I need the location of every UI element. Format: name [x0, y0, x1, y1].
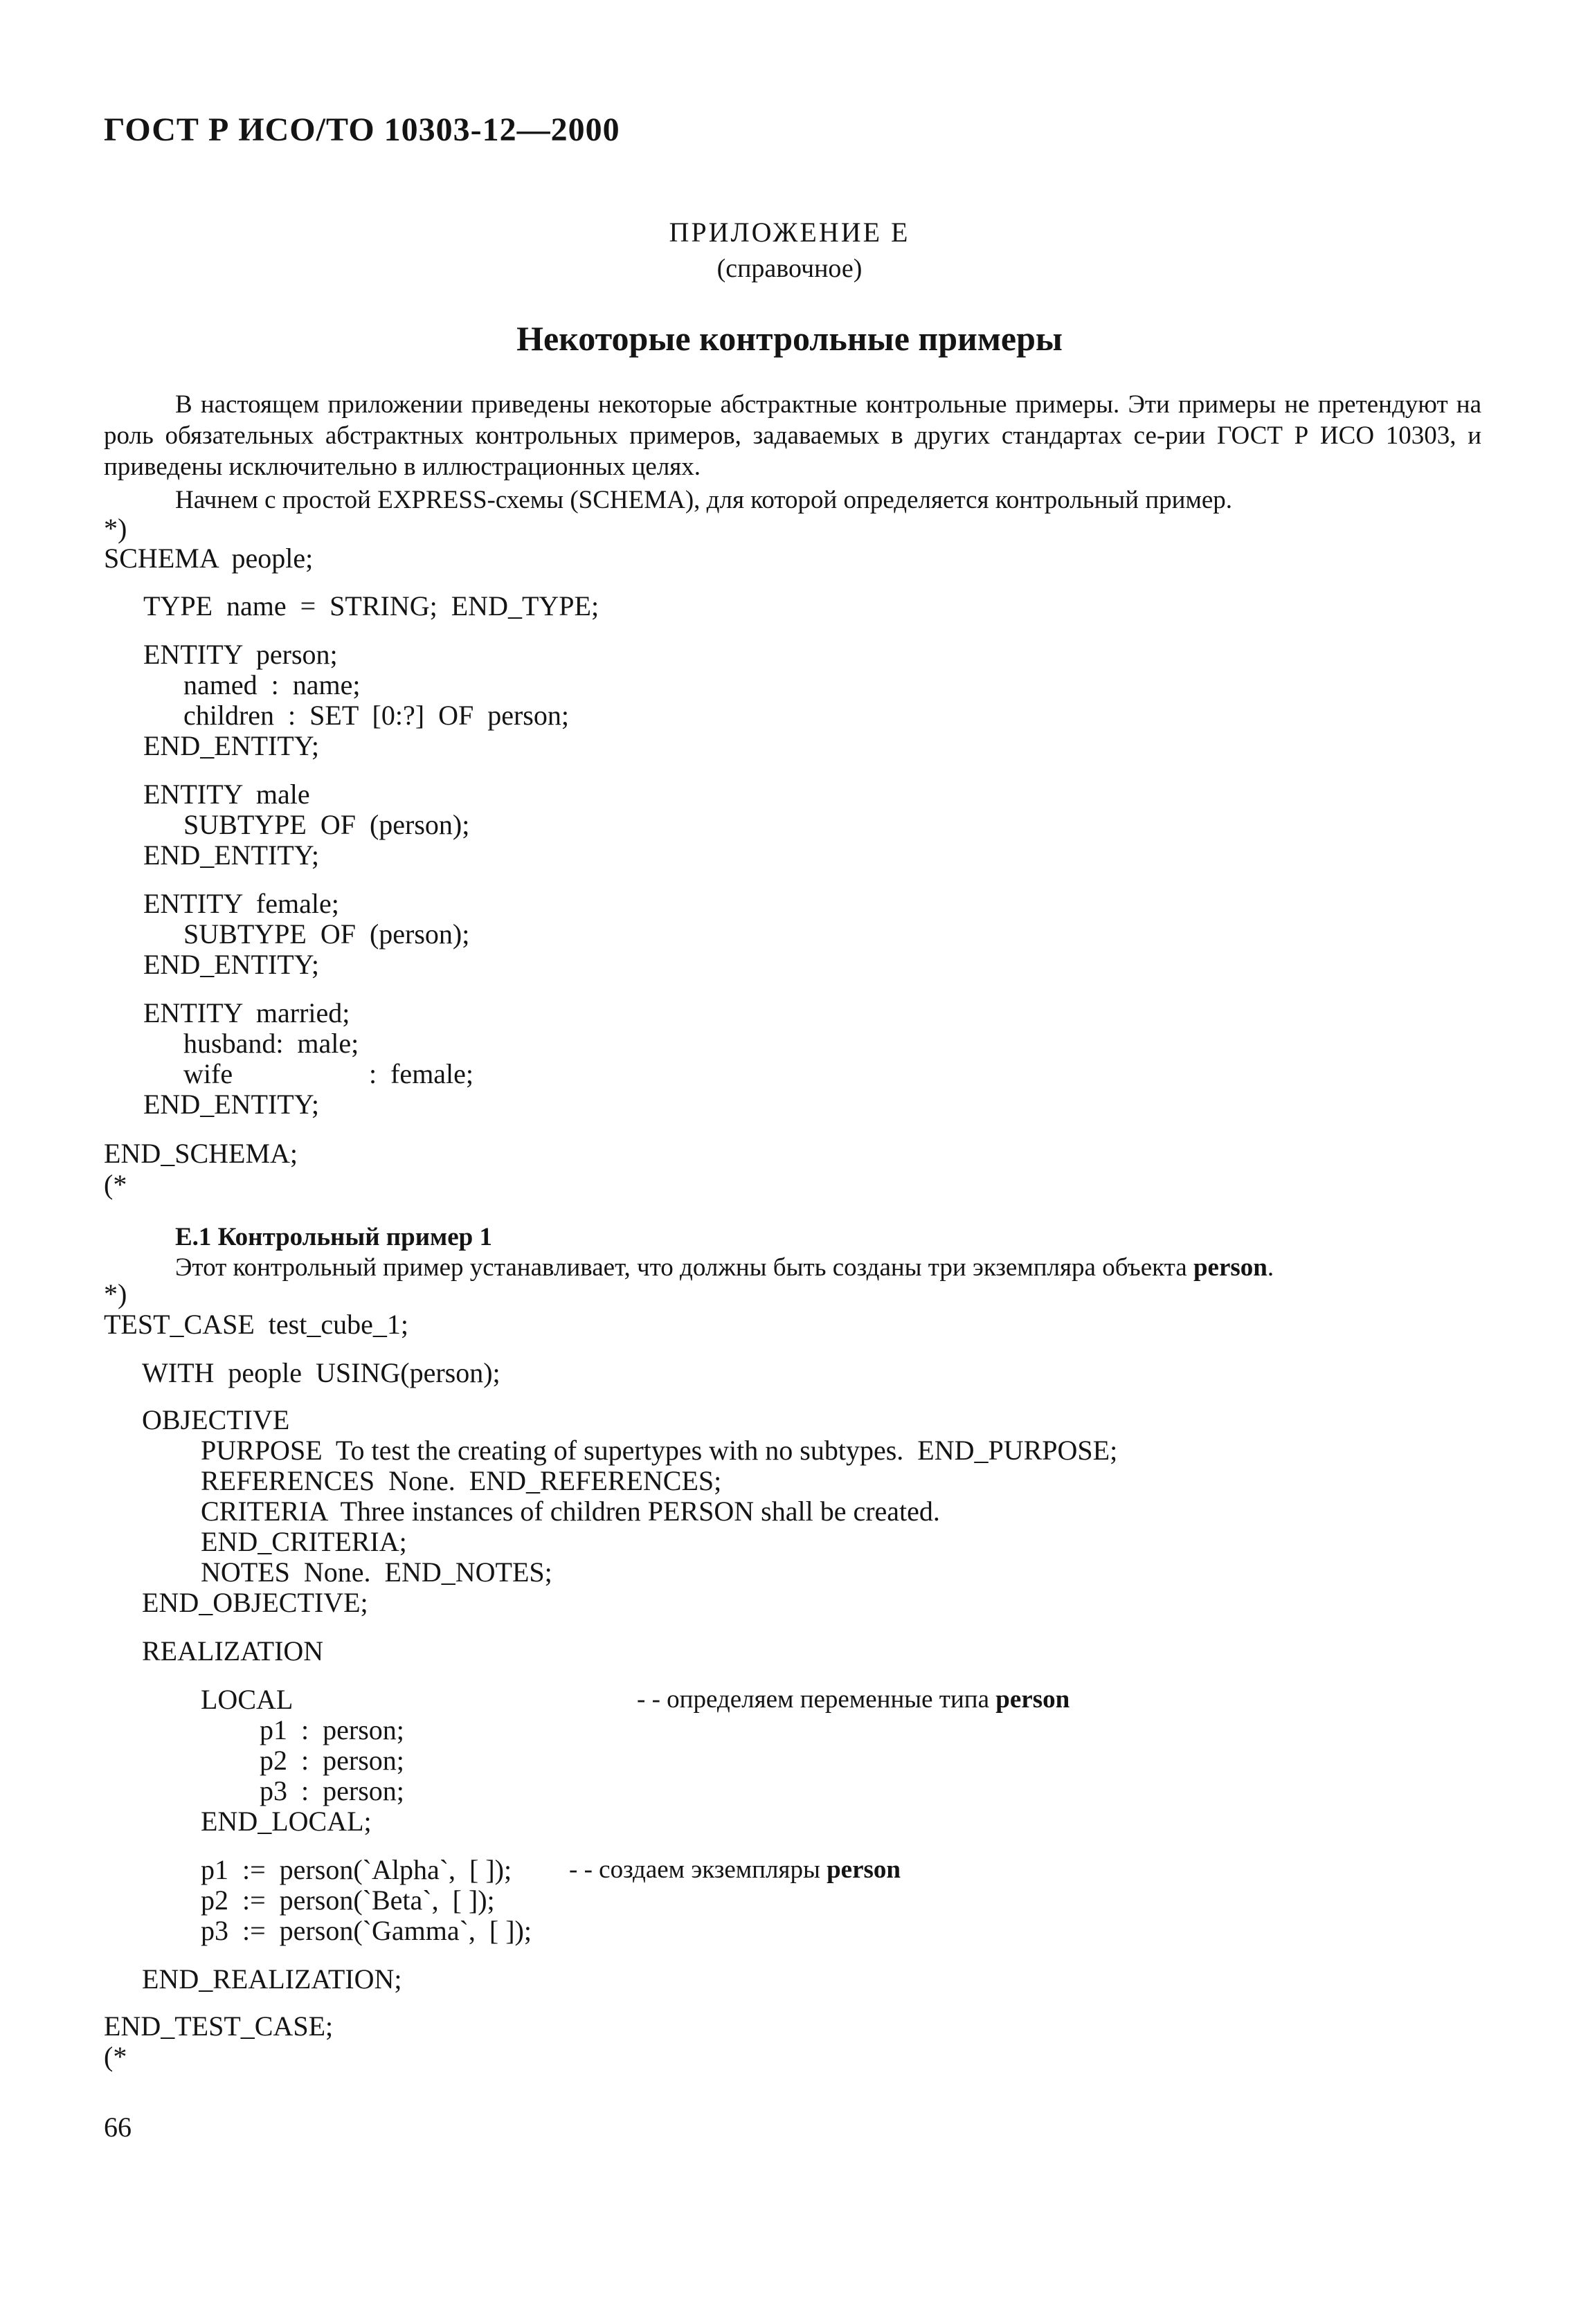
intro-paragraph: В настоящем приложении приведены некоторые абстрактные контрольные примеры. Эти примеры не претендуют на роль обязательных абстрактных контрольных примеров, задаваемых в других стандартах се-рии ГОСТ Р ИСО 10303, и приведены исключительно в иллюстрационных целях.	[104, 390, 1481, 481]
code-line: PURPOSE To test the creating of supertypes with no subtypes. END_PURPOSE;	[201, 1435, 1118, 1466]
section-text-end: .	[1267, 1253, 1274, 1282]
code-line: LOCAL	[201, 1684, 294, 1715]
code-line: END_ENTITY;	[143, 839, 320, 871]
code-line: OBJECTIVE	[142, 1404, 290, 1435]
section-heading: Е.1 Контрольный пример 1	[175, 1223, 492, 1251]
section-text-body: Этот контрольный пример устанавливает, что должны быть созданы три экземпляра объекта	[175, 1253, 1193, 1282]
comment-close: (*	[104, 2041, 127, 2072]
code-line: NOTES None. END_NOTES;	[201, 1556, 552, 1588]
comment-open: *)	[104, 513, 127, 544]
code-comment	[569, 1855, 901, 1885]
code-line: END_ENTITY;	[143, 1089, 320, 1120]
code-line: p1 := person(`Alpha`, [ ]);	[201, 1854, 512, 1885]
annex-label: ПРИЛОЖЕНИЕ Е	[669, 217, 910, 248]
code-line: END_TEST_CASE;	[104, 2010, 334, 2042]
code-line: END_CRITERIA;	[201, 1526, 407, 1557]
section-text	[175, 1253, 1274, 1282]
code-line: END_ENTITY;	[143, 730, 320, 761]
code-line: ENTITY married;	[143, 997, 350, 1028]
code-comment	[637, 1685, 1070, 1715]
code-line: ENTITY male	[143, 779, 310, 810]
section-text-keyword: person	[1193, 1253, 1267, 1282]
code-line: p3 : person;	[260, 1775, 404, 1806]
code-line: REFERENCES None. END_REFERENCES;	[201, 1465, 722, 1496]
code-line: END_OBJECTIVE;	[142, 1587, 368, 1618]
code-line: ENTITY person;	[143, 639, 338, 670]
comment-text: - - определяем переменные типа	[637, 1685, 996, 1714]
code-line: TYPE name = STRING; END_TYPE;	[143, 590, 599, 621]
code-line: named : name;	[183, 669, 361, 700]
code-line: SUBTYPE OF (person);	[183, 918, 470, 950]
annex-status: (справочное)	[716, 254, 863, 283]
annex-title: Некоторые контрольные примеры	[516, 319, 1063, 358]
comment-keyword: person	[827, 1855, 901, 1884]
code-line: children : SET [0:?] OF person;	[183, 700, 569, 731]
code-line: END_SCHEMA;	[104, 1138, 298, 1169]
code-line: END_ENTITY;	[143, 949, 320, 980]
code-line: p1 : person;	[260, 1714, 404, 1745]
code-line: END_REALIZATION;	[142, 1963, 402, 1995]
comment-text: - - создаем экземпляры	[569, 1855, 827, 1884]
code-line: REALIZATION	[142, 1635, 324, 1667]
code-line: p2 := person(`Beta`, [ ]);	[201, 1885, 495, 1916]
comment-keyword: person	[995, 1685, 1070, 1714]
intro-paragraph-2: Начнем с простой EXPRESS-схемы (SCHEMA), для которой определяется контрольный пример.	[175, 486, 1233, 514]
code-line: TEST_CASE test_cube_1;	[104, 1309, 408, 1340]
code-line: p3 := person(`Gamma`, [ ]);	[201, 1915, 532, 1946]
code-line: husband: male;	[183, 1028, 359, 1059]
code-line: WITH people USING(person);	[142, 1357, 500, 1388]
comment-close: (*	[104, 1169, 127, 1200]
code-line: SCHEMA people;	[104, 543, 314, 574]
code-line: SUBTYPE OF (person);	[183, 809, 470, 840]
code-line: ENTITY female;	[143, 888, 339, 919]
code-line: END_LOCAL;	[201, 1806, 372, 1837]
code-line: : female;	[369, 1058, 474, 1089]
page-number: 66	[104, 2112, 132, 2143]
code-line: CRITERIA Three instances of children PERSON shall be created.	[201, 1496, 940, 1527]
document-header: ГОСТ Р ИСО/ТО 10303-12—2000	[104, 111, 620, 148]
code-line: p2 : person;	[260, 1745, 404, 1776]
comment-open: *)	[104, 1278, 127, 1309]
code-line: wife	[183, 1058, 233, 1089]
